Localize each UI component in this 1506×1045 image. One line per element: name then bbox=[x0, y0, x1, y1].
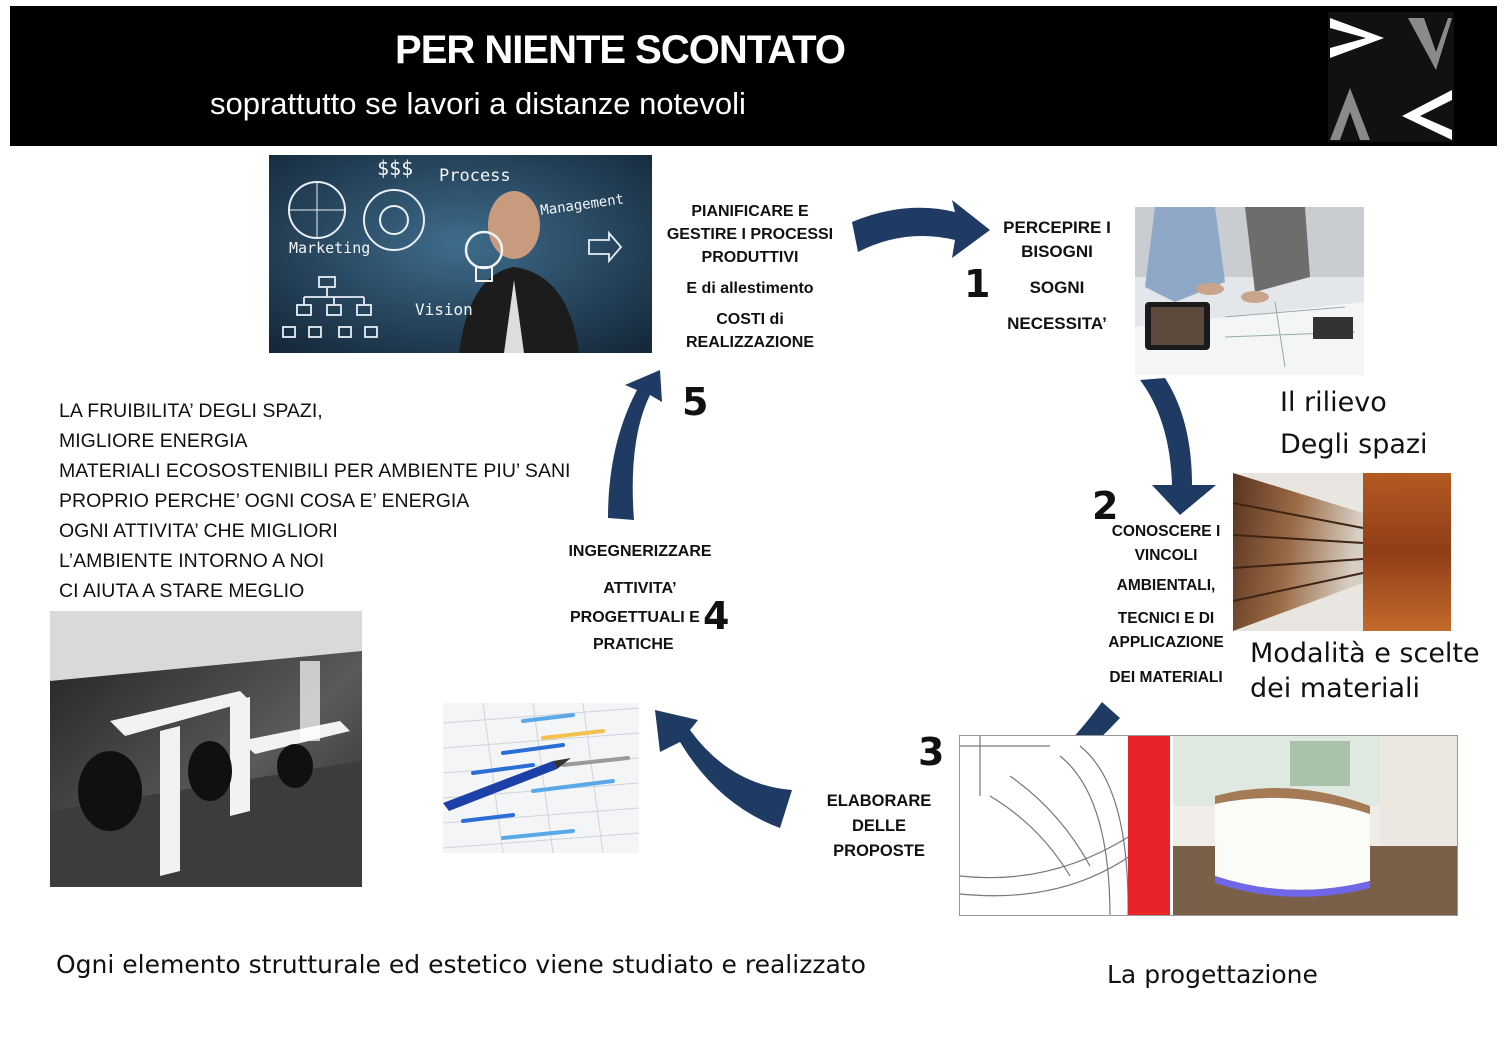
step1-line: BISOGNI bbox=[1021, 242, 1093, 261]
step3-line: ELABORARE bbox=[826, 792, 932, 810]
step4-line: PRATICHE bbox=[593, 636, 674, 653]
step3-number: 3 bbox=[918, 730, 945, 774]
step1-text bbox=[996, 216, 1118, 336]
step3-line: PROPOSTE bbox=[833, 842, 925, 860]
step1-line: NECESSITA’ bbox=[1007, 314, 1107, 333]
blackboard-management: Management bbox=[539, 191, 626, 219]
blackboard-marketing: Marketing bbox=[289, 239, 371, 257]
design-proposal-images bbox=[959, 735, 1458, 916]
step2-line: AMBIENTALI, bbox=[1116, 577, 1216, 594]
benefits-line: MIGLIORE ENERGIA bbox=[59, 430, 248, 452]
blackboard-process: Process bbox=[439, 166, 511, 186]
materiali-caption bbox=[1250, 636, 1480, 706]
step2-number: 2 bbox=[1092, 484, 1119, 528]
step4-line: INGEGNERIZZARE bbox=[568, 543, 712, 560]
step2-text bbox=[1104, 520, 1228, 690]
step2-line: DEI MATERIALI bbox=[1109, 669, 1223, 686]
rilievo-caption-line: Il rilievo bbox=[1280, 387, 1387, 418]
arrow-5 bbox=[608, 370, 662, 520]
bottom-caption: Ogni elemento strutturale ed estetico viene studiato e realizzato bbox=[56, 950, 866, 979]
salon-interior-photo bbox=[50, 611, 362, 887]
step3-line: DELLE bbox=[851, 817, 907, 835]
gantt-chart-photo bbox=[443, 703, 639, 853]
step3-text bbox=[820, 789, 938, 864]
step5-line: COSTI di bbox=[716, 311, 784, 328]
benefits-line: L’AMBIENTE INTORNO A NOI bbox=[59, 550, 325, 572]
step2-line: VINCOLI bbox=[1134, 547, 1198, 564]
blackboard-money: $$$ bbox=[377, 156, 414, 180]
step2-line: APPLICAZIONE bbox=[1108, 634, 1224, 651]
step4-number: 4 bbox=[703, 594, 730, 638]
materiali-caption-line: dei materiali bbox=[1250, 673, 1421, 704]
benefits-line: MATERIALI ECOSOSTENIBILI PER AMBIENTE PIU’ SANI bbox=[59, 460, 571, 482]
survey-photo bbox=[1135, 207, 1364, 375]
step5-line: GESTIRE I PROCESSI bbox=[666, 226, 834, 243]
step5-line: E di allestimento bbox=[686, 280, 814, 297]
step4-line: ATTIVITA’ bbox=[603, 580, 677, 597]
step2-line: CONOSCERE I bbox=[1111, 523, 1221, 540]
benefits-line: OGNI ATTIVITA’ CHE MIGLIORI bbox=[59, 520, 338, 542]
step4-line: PROGETTUALI E bbox=[570, 609, 700, 626]
rilievo-caption-line: Degli spazi bbox=[1280, 429, 1428, 460]
benefits-line: LA FRUIBILITA’ DEGLI SPAZI, bbox=[59, 400, 323, 422]
benefits-line: PROPRIO PERCHE’ OGNI COSA E’ ENERGIA bbox=[59, 490, 470, 512]
step1-line: PERCEPIRE I bbox=[1003, 218, 1111, 237]
arrow-2 bbox=[1140, 378, 1216, 515]
step1-line: SOGNI bbox=[1029, 278, 1085, 297]
benefits-line: CI AIUTA A STARE MEGLIO bbox=[59, 580, 305, 602]
rilievo-caption bbox=[1280, 382, 1428, 466]
step2-line: TECNICI E DI bbox=[1117, 610, 1215, 627]
step4-text bbox=[560, 540, 720, 657]
step5-line: PIANIFICARE E bbox=[691, 203, 809, 220]
page-title: PER NIENTE SCONTATO bbox=[395, 28, 845, 72]
step5-line: PRODUTTIVI bbox=[701, 249, 799, 266]
progettazione-caption: La progettazione bbox=[1107, 960, 1318, 989]
arrow-1 bbox=[852, 200, 990, 258]
arrow-4 bbox=[655, 710, 792, 828]
step5-line: REALIZZAZIONE bbox=[686, 334, 814, 351]
step1-number: 1 bbox=[964, 262, 991, 306]
materials-photo bbox=[1233, 473, 1451, 631]
materiali-caption-line: Modalità e scelte bbox=[1250, 638, 1480, 669]
step5-number: 5 bbox=[682, 380, 709, 424]
page-subtitle: soprattutto se lavori a distanze notevoli bbox=[210, 86, 746, 121]
blackboard-vision: Vision bbox=[415, 300, 473, 319]
benefits-text bbox=[59, 396, 570, 606]
